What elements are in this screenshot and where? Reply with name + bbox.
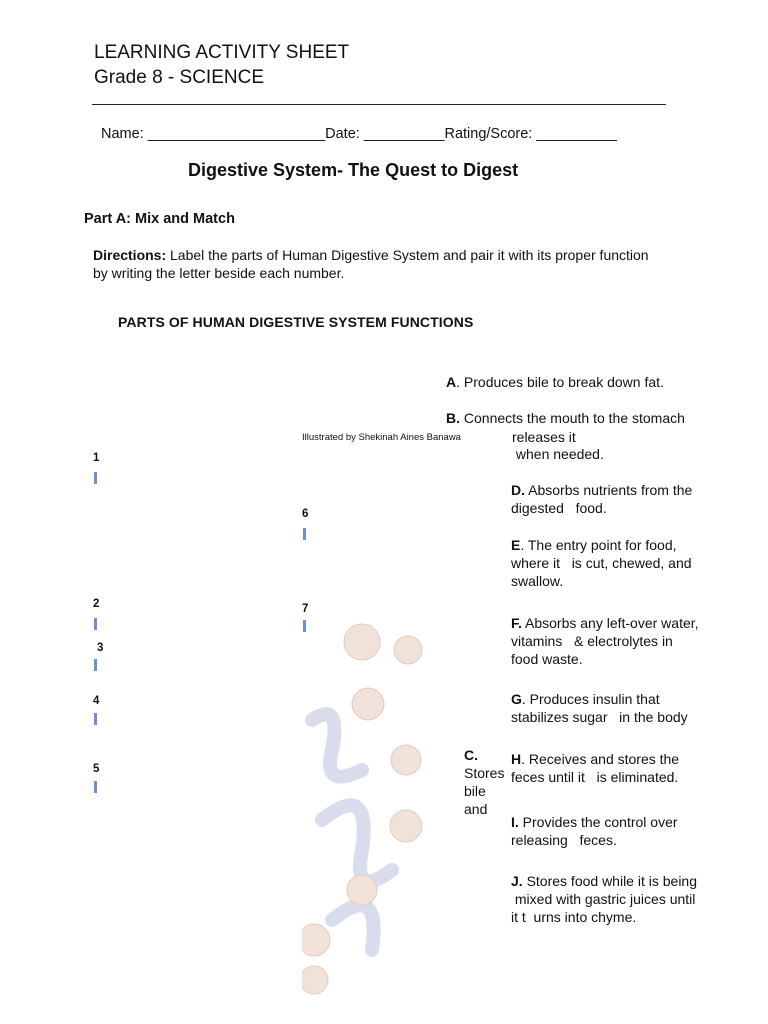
page-title: Digestive System- The Quest to Digest — [188, 160, 519, 180]
function-b-letter: B. — [446, 410, 460, 426]
function-j-line-1: Stores food while it is being — [522, 873, 698, 889]
function-f-line-1: Absorbs any left-over water, — [521, 615, 699, 631]
grade-subject: Grade 8 - SCIENCE — [94, 67, 264, 88]
function-j-letter: J. — [511, 873, 523, 889]
answer-blank-4[interactable] — [94, 713, 97, 725]
function-b — [446, 409, 685, 427]
function-e-line-2: where it is cut, chewed, and — [511, 555, 692, 571]
function-g-line-2: stabilizes sugar in the body — [511, 709, 688, 725]
function-b-continuation-2: when needed. — [512, 446, 604, 462]
directions-label: Directions: — [93, 247, 167, 263]
function-h-line-2: feces until it is eliminated. — [511, 769, 679, 785]
function-d-letter: D. — [511, 482, 525, 498]
function-f-line-3: food waste. — [511, 651, 583, 667]
directions-text: Label the parts of Human Digestive System and pair it with its proper function by writing the letter beside each number. — [93, 247, 649, 281]
function-h-letter: H — [511, 751, 522, 767]
label-number-1: 1 — [93, 452, 100, 464]
answer-blank-3[interactable] — [94, 659, 97, 671]
label-number-7: 7 — [302, 603, 309, 615]
function-i-letter: I. — [511, 814, 519, 830]
function-c-line-3: and — [464, 801, 488, 817]
function-e — [511, 536, 692, 590]
header-rule — [92, 104, 666, 105]
label-number-2: 2 — [93, 598, 100, 610]
function-e-line-3: swallow. — [511, 573, 564, 589]
function-c-letter: C. — [464, 747, 478, 763]
function-c-line-2: bile — [464, 783, 486, 799]
function-h — [511, 750, 679, 786]
label-number-6: 6 — [302, 508, 309, 520]
function-d — [511, 481, 692, 517]
answer-blank-6[interactable] — [303, 528, 306, 540]
function-f-letter: F. — [511, 615, 522, 631]
function-b-text: Connects the mouth to the stomach — [460, 410, 685, 426]
function-g-letter: G — [511, 691, 522, 707]
function-j — [511, 872, 697, 926]
function-h-line-1: . Receives and stores the — [521, 751, 680, 767]
label-number-4: 4 — [93, 695, 100, 707]
function-j-line-2: mixed with gastric juices until — [511, 891, 696, 907]
function-a-letter: A — [446, 374, 457, 390]
function-e-line-1: . The entry point for food, — [520, 537, 677, 553]
name-date-score-line: Name: ______________________Date: __________Rating/Score: __________ — [101, 126, 617, 142]
function-i-line-2: releasing feces. — [511, 832, 617, 848]
function-c — [464, 746, 504, 818]
function-g-line-1: . Produces insulin that — [521, 691, 660, 707]
columns-heading: PARTS OF HUMAN DIGESTIVE SYSTEM FUNCTIONS — [118, 314, 474, 330]
function-d-line-2: digested food. — [511, 500, 607, 516]
function-g — [511, 690, 688, 726]
part-heading: Part A: Mix and Match — [84, 211, 235, 227]
answer-blank-1[interactable] — [94, 472, 97, 484]
answer-blank-2[interactable] — [94, 618, 97, 630]
watermark-seal — [302, 620, 514, 1024]
function-b-continuation-1: releases it — [512, 429, 576, 445]
function-i — [511, 813, 678, 849]
function-j-line-3: it t urns into chyme. — [511, 909, 637, 925]
function-c-line-1: Stores — [464, 765, 505, 781]
sheet-title: LEARNING ACTIVITY SHEET — [94, 42, 350, 63]
illustration-credit: Illustrated by Shekinah Aines Banawa — [302, 432, 461, 443]
function-d-line-1: Absorbs nutrients from the — [525, 482, 693, 498]
label-number-3: 3 — [97, 642, 104, 654]
function-a — [446, 373, 664, 391]
function-i-line-1: Provides the control over — [518, 814, 678, 830]
function-f — [511, 614, 699, 668]
function-e-letter: E — [511, 537, 521, 553]
label-number-5: 5 — [93, 763, 100, 775]
function-f-line-2: vitamins & electrolytes in — [511, 633, 673, 649]
function-a-text: . Produces bile to break down fat. — [456, 374, 664, 390]
answer-blank-5[interactable] — [94, 781, 97, 793]
directions — [93, 246, 663, 282]
